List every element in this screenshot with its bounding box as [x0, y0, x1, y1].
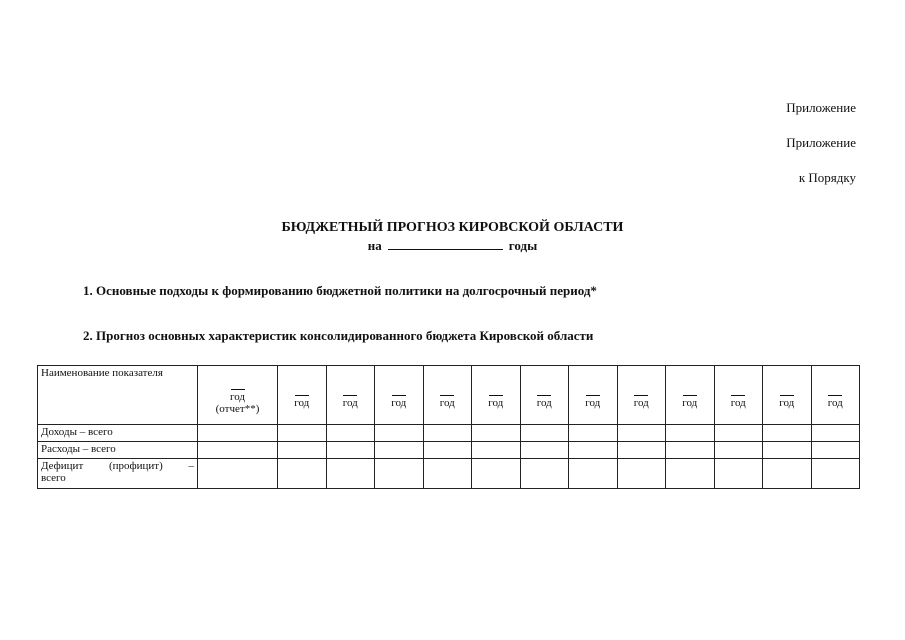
year-header: год [811, 366, 860, 425]
year-header: год [763, 366, 812, 425]
value-cell[interactable] [617, 442, 666, 459]
subtitle-prefix: на [367, 238, 382, 253]
row-label: Дефицит (профицит) – всего [38, 459, 198, 489]
value-cell[interactable] [666, 459, 715, 489]
value-cell[interactable] [811, 459, 860, 489]
section-2-heading: 2. Прогноз основных характеристик консолидированного бюджета Кировской области [83, 328, 594, 343]
value-cell[interactable] [520, 442, 569, 459]
value-cell[interactable] [714, 459, 763, 489]
value-cell[interactable] [714, 442, 763, 459]
value-cell[interactable] [198, 442, 278, 459]
appendix-label: Приложение [786, 100, 856, 115]
value-cell[interactable] [375, 425, 424, 442]
year-header: год [278, 366, 327, 425]
year-header: год [375, 366, 424, 425]
name-header: Наименование показателя [38, 366, 198, 425]
value-cell[interactable] [811, 425, 860, 442]
value-cell[interactable] [375, 442, 424, 459]
document-subtitle [0, 238, 905, 254]
value-cell[interactable] [763, 425, 812, 442]
value-cell[interactable] [666, 425, 715, 442]
value-cell[interactable] [617, 425, 666, 442]
value-cell[interactable] [666, 442, 715, 459]
value-cell[interactable] [763, 459, 812, 489]
budget-forecast-table [37, 365, 860, 489]
value-cell[interactable] [472, 425, 521, 442]
row-label: Расходы – всего [38, 442, 198, 459]
value-cell[interactable] [423, 425, 472, 442]
value-cell[interactable] [423, 459, 472, 489]
year-header: год [714, 366, 763, 425]
value-cell[interactable] [278, 425, 327, 442]
section-1-heading: 1. Основные подходы к формированию бюджетной политики на долгосрочный период* [83, 283, 597, 298]
value-cell[interactable] [278, 459, 327, 489]
value-cell[interactable] [520, 459, 569, 489]
row-label: Доходы – всего [38, 425, 198, 442]
value-cell[interactable] [472, 459, 521, 489]
value-cell[interactable] [811, 442, 860, 459]
year-header: год [569, 366, 618, 425]
value-cell[interactable] [326, 425, 375, 442]
value-cell[interactable] [198, 459, 278, 489]
value-cell[interactable] [617, 459, 666, 489]
value-cell[interactable] [326, 459, 375, 489]
year-header: год [472, 366, 521, 425]
value-cell[interactable] [569, 442, 618, 459]
value-cell[interactable] [278, 442, 327, 459]
value-cell[interactable] [326, 442, 375, 459]
period-blank [388, 239, 503, 250]
value-cell[interactable] [472, 442, 521, 459]
value-cell[interactable] [714, 425, 763, 442]
value-cell[interactable] [520, 425, 569, 442]
value-cell[interactable] [569, 459, 618, 489]
value-cell[interactable] [423, 442, 472, 459]
appendix-label-2: Приложение [786, 135, 856, 150]
value-cell[interactable] [198, 425, 278, 442]
year-header: год [520, 366, 569, 425]
year-header: год [423, 366, 472, 425]
value-cell[interactable] [375, 459, 424, 489]
subtitle-suffix: годы [508, 238, 538, 253]
year-header: год [617, 366, 666, 425]
report-year-header: год (отчет**) [198, 366, 278, 425]
order-label: к Порядку [798, 170, 856, 185]
value-cell[interactable] [763, 442, 812, 459]
year-header: год [666, 366, 715, 425]
value-cell[interactable] [569, 425, 618, 442]
document-title: БЮДЖЕТНЫЙ ПРОГНОЗ КИРОВСКОЙ ОБЛАСТИ [281, 220, 624, 235]
year-header: год [326, 366, 375, 425]
